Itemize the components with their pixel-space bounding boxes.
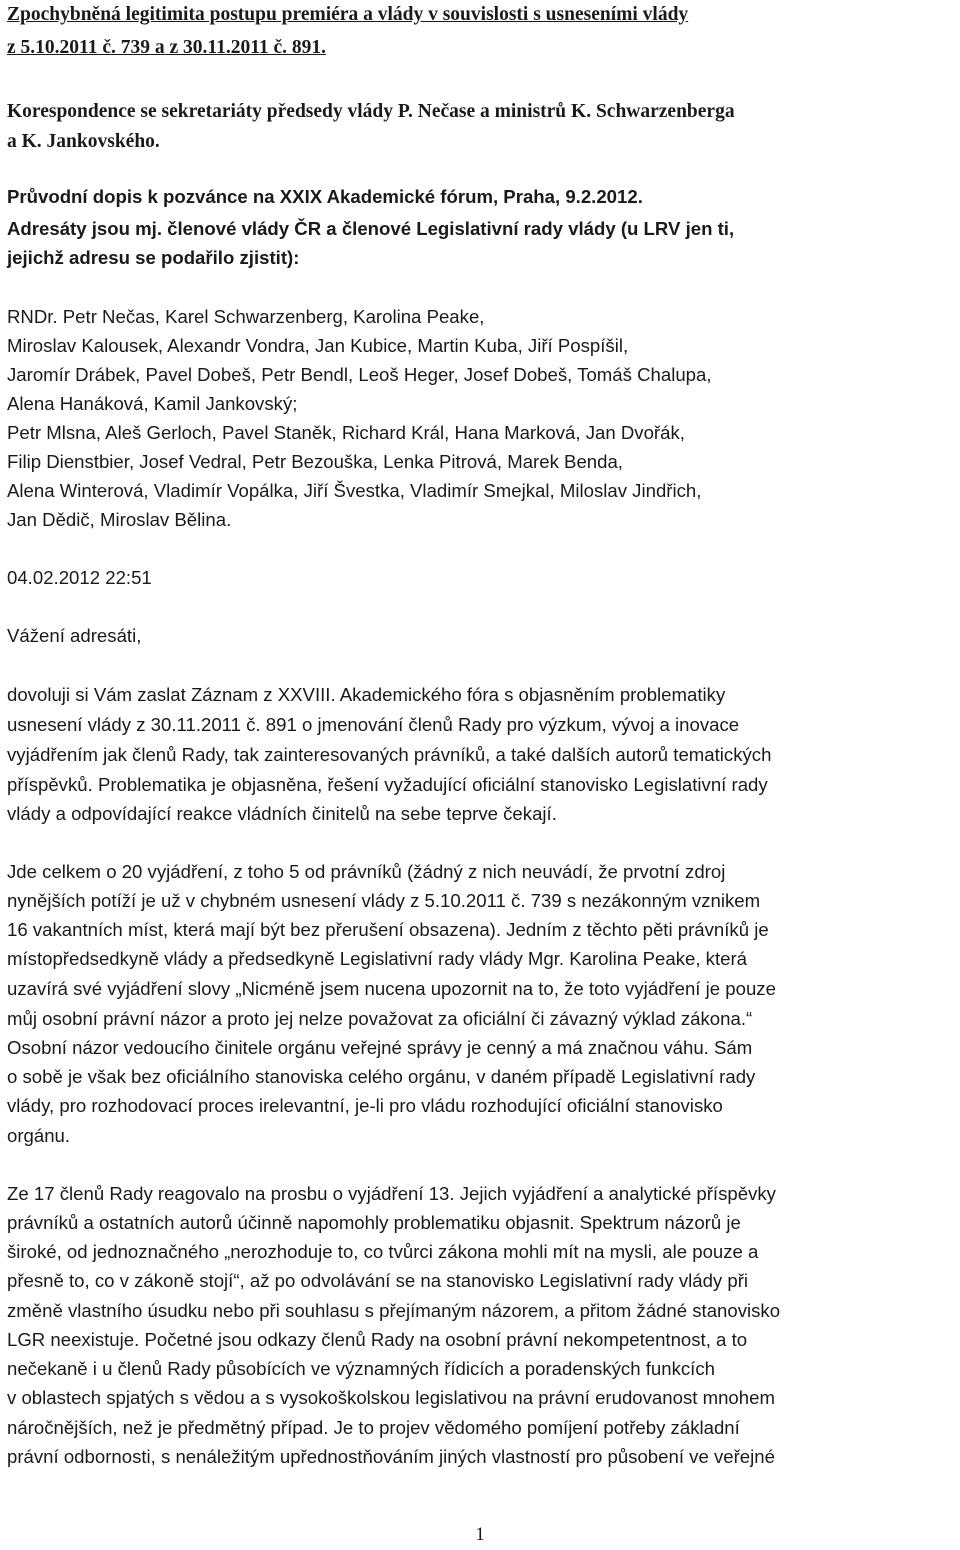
recipients-line: Jan Dědič, Miroslav Bělina. (7, 509, 232, 530)
recipients-line: Jaromír Drábek, Pavel Dobeš, Petr Bendl, Leoš Heger, Josef Dobeš, Tomáš Chalupa, (7, 364, 712, 385)
recipients-line: Alena Hanáková, Kamil Jankovský; (7, 393, 298, 414)
paragraph-2-line: Jde celkem o 20 vyjádření, z toho 5 od právníků (žádný z nich neuvádí, že prvotní zdroj (7, 861, 726, 882)
paragraph-3-line: široké, od jednoznačného „nerozhoduje to, co tvůrci zákona mohli mít na mysli, ale pouze a (7, 1241, 759, 1262)
recipients-line: Alena Winterová, Vladimír Vopálka, Jiří Švestka, Vladimír Smejkal, Miloslav Jindřich, (7, 480, 702, 501)
correspondence-line-1: Korespondence se sekretariáty předsedy vlády P. Nečase a ministrů K. Schwarzenberga (7, 101, 735, 122)
paragraph-3-line: přesně to, co v zákoně stojí“, až po odvolávání se na stanovisko Legislativní rady vlády při (7, 1270, 749, 1291)
timestamp: 04.02.2012 22:51 (7, 567, 152, 588)
paragraph-3-line: změně vlastního úsudku nebo při souhlasu s přejímaným názorem, a přitom žádné stanovisko (7, 1300, 781, 1321)
paragraph-3-line: v oblastech spjatých s vědou a s vysokoškolskou legislativou na právní erudovanost mnohem (7, 1387, 775, 1408)
document-title-line-2: z 5.10.2011 č. 739 a z 30.11.2011 č. 891. (7, 37, 327, 58)
document-title-line-1: Zpochybněná legitimita postupu premiéra a vlády v souvislosti s usneseními vlády (7, 4, 689, 25)
paragraph-3-line: LGR neexistuje. Početné jsou odkazy členů Rady na osobní právní nekompetentnost, a to (7, 1329, 748, 1350)
paragraph-1-line: vlády a odpovídající reakce vládních činitelů na sebe teprve čekají. (7, 803, 557, 824)
paragraph-1-line: vyjádřením jak členů Rady, tak zainteresovaných právníků, a také dalších autorů tematických (7, 744, 772, 765)
paragraph-2-line: vlády, pro rozhodovací proces irelevantní, je-li pro vládu rozhodující oficiální stanovisko (7, 1095, 723, 1116)
paragraph-2-line: Osobní názor vedoucího činitele orgánu veřejné správy je cenný a má značnou váhu. Sám (7, 1037, 753, 1058)
paragraph-3-line: Ze 17 členů Rady reagovalo na prosbu o vyjádření 13. Jejich vyjádření a analytické příspěvky (7, 1183, 776, 1204)
paragraph-3-line: nečekaně i u členů Rady působících ve významných řídicích a poradenských funkcích (7, 1358, 715, 1379)
cover-letter-title: Průvodní dopis k pozvánce na XXIX Akademické fórum, Praha, 9.2.2012. (7, 186, 643, 207)
paragraph-2-line: o sobě je však bez oficiálního stanoviska celého orgánu, v daném případě Legislativní rady (7, 1066, 756, 1087)
correspondence-line-2: a K. Jankovského. (7, 131, 160, 152)
cover-letter-addressees-line-1: Adresáty jsou mj. členové vlády ČR a členové Legislativní rady vlády (u LRV jen ti, (7, 218, 735, 239)
paragraph-2-line: můj osobní právní názor a proto jej nelze považovat za oficiální či závazný výklad zákona.“ (7, 1008, 753, 1029)
paragraph-2-line: místopředsedkyně vlády a předsedkyně Legislativní rady vlády Mgr. Karolina Peake, která (7, 948, 748, 969)
paragraph-1-line: usnesení vlády z 30.11.2011 č. 891 o jmenování členů Rady pro výzkum, vývoj a inovace (7, 714, 740, 735)
paragraph-3-line: náročnějších, než je předmětný případ. Je to projev vědomého pomíjení potřeby základní (7, 1417, 740, 1438)
paragraph-1-line: příspěvků. Problematika je objasněna, řešení vyžadující oficiální stanovisko Legislativní rady (7, 774, 768, 795)
recipients-line: Filip Dienstbier, Josef Vedral, Petr Bezouška, Lenka Pitrová, Marek Benda, (7, 451, 623, 472)
recipients-line: RNDr. Petr Nečas, Karel Schwarzenberg, Karolina Peake, (7, 306, 485, 327)
cover-letter-addressees-line-2: jejichž adresu se podařilo zjistit): (7, 247, 300, 268)
paragraph-3-line: právní odbornosti, s nenáležitým upřednostňováním jiných vlastností pro působení ve veřejné (7, 1446, 775, 1467)
paragraph-3-line: právníků a ostatních autorů účinně napomohly problematiku objasnit. Spektrum názorů je (7, 1212, 741, 1233)
paragraph-2-line: 16 vakantních míst, která mají být bez přerušení obsazena). Jedním z těchto pěti právníků je (7, 919, 769, 940)
paragraph-1-line: dovoluji si Vám zaslat Záznam z XXVIII. Akademického fóra s objasněním problematiky (7, 684, 726, 705)
paragraph-2-line: nynějších potíží je už v chybném usnesení vlády z 5.10.2011 č. 739 s nezákonným vznikem (7, 890, 761, 911)
page-number: 1 (475, 1524, 485, 1545)
salutation: Vážení adresáti, (7, 625, 142, 646)
paragraph-2-line: uzavírá své vyjádření slovy „Nicméně jsem nucena upozornit na to, že toto vyjádření je pouze (7, 978, 776, 999)
paragraph-2-line: orgánu. (7, 1125, 71, 1146)
recipients-line: Miroslav Kalousek, Alexandr Vondra, Jan Kubice, Martin Kuba, Jiří Pospíšil, (7, 335, 629, 356)
recipients-line: Petr Mlsna, Aleš Gerloch, Pavel Staněk, Richard Král, Hana Marková, Jan Dvořák, (7, 422, 685, 443)
